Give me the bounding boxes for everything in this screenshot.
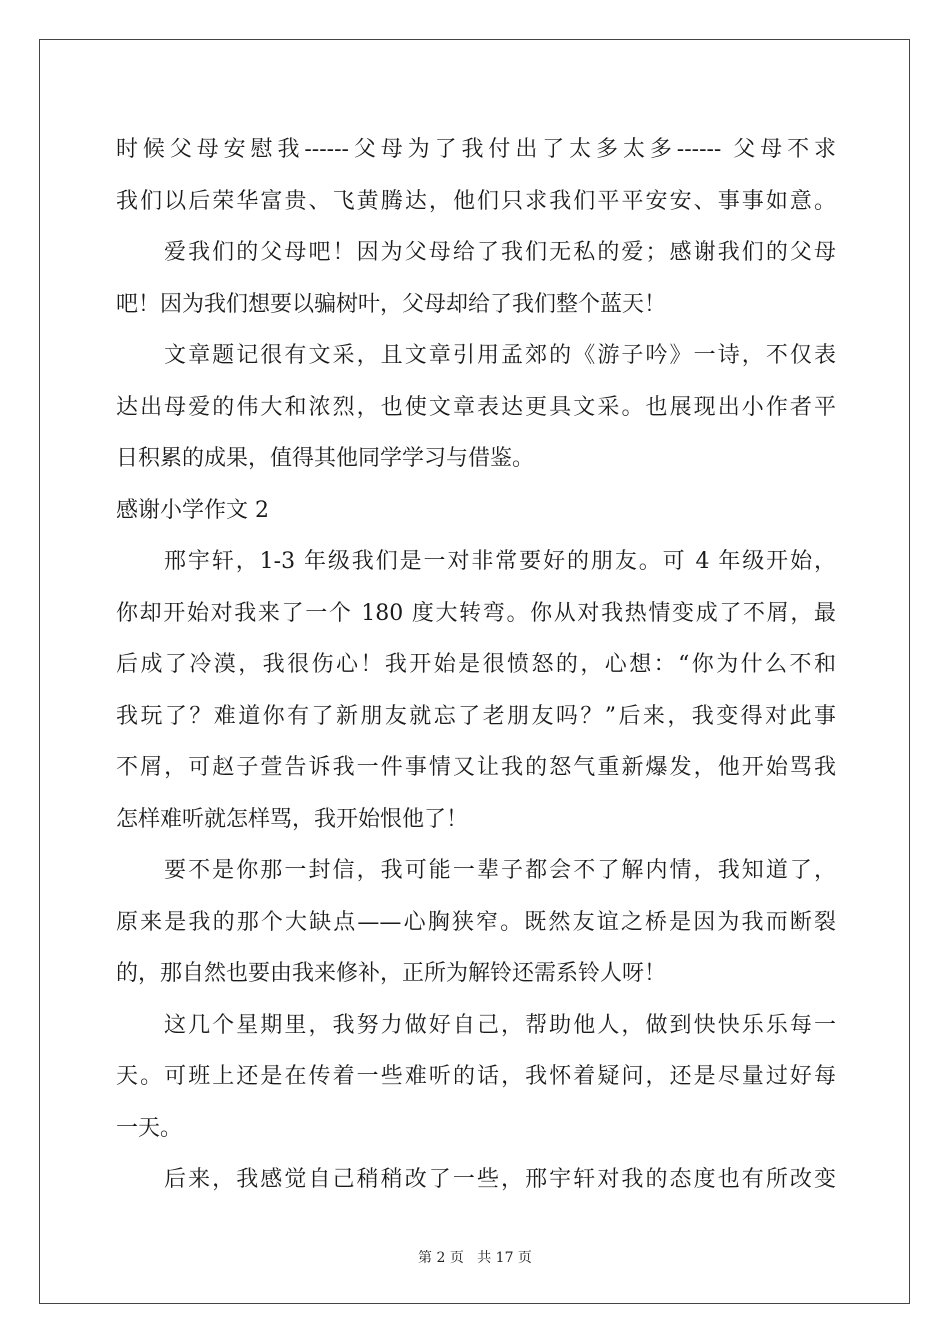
text-line: 达出母爱的伟大和浓烈，也使文章表达更具文采。也展现出小作者平: [116, 394, 836, 420]
text-line: 我们以后荣华富贵、飞黄腾达，他们只求我们平平安安、事事如意。: [116, 188, 836, 214]
text-line: 后来，我感觉自己稍稍改了一些，邢宇轩对我的态度也有所改变: [164, 1167, 836, 1192]
text-line: 怎样难听就怎样骂，我开始恨他了！: [116, 806, 469, 832]
section-heading: 感谢小学作文 2: [116, 497, 269, 523]
text-line: 吧！因为我们想要以骗树叶，父母却给了我们整个蓝天！: [116, 291, 667, 317]
text-line: 原来是我的那个大缺点——心胸狭窄。既然友谊之桥是因为我而断裂: [116, 909, 836, 935]
page-number: 第 2 页: [418, 1250, 464, 1266]
text-line: 爱我们的父母吧！因为父母给了我们无私的爱；感谢我们的父母: [164, 240, 836, 265]
text-line: 天。可班上还是在传着一些难听的话，我怀着疑问，还是尽量过好每: [116, 1064, 836, 1089]
text-line: 一天。: [116, 1115, 183, 1141]
page-total: 共 17 页: [477, 1250, 532, 1266]
text-line: 我玩了？难道你有了新朋友就忘了老朋友吗？”后来，我变得对此事: [116, 703, 836, 729]
document-body: [116, 124, 836, 1206]
text-line: 要不是你那一封信，我可能一辈子都会不了解内情，我知道了，: [164, 858, 836, 883]
text-line: 的，那自然也要由我来修补，正所为解铃还需系铃人呀！: [116, 961, 667, 986]
text-line: 日积累的成果，值得其他同学学习与借鉴。: [116, 446, 535, 471]
text-line: 文章题记很有文采，且文章引用孟郊的《游子吟》一诗，不仅表: [164, 343, 836, 368]
text-line: 时候父母安慰我------父母为了我付出了太多太多------ 父母不求: [116, 137, 836, 162]
text-line: 这几个星期里，我努力做好自己，帮助他人，做到快快乐乐每一: [164, 1012, 836, 1038]
page-footer: [0, 1247, 950, 1267]
text-line: 你却开始对我来了一个 180 度大转弯。你从对我热情变成了不屑，最: [116, 600, 836, 626]
text-line: 后成了冷漠，我很伤心！我开始是很愤怒的，心想：“你为什么不和: [116, 652, 836, 677]
text-line: 不屑，可赵子萱告诉我一件事情又让我的怒气重新爆发，他开始骂我: [116, 755, 836, 780]
text-line: 邢宇轩，1-3 年级我们是一对非常要好的朋友。可 4 年级开始，: [164, 549, 836, 574]
